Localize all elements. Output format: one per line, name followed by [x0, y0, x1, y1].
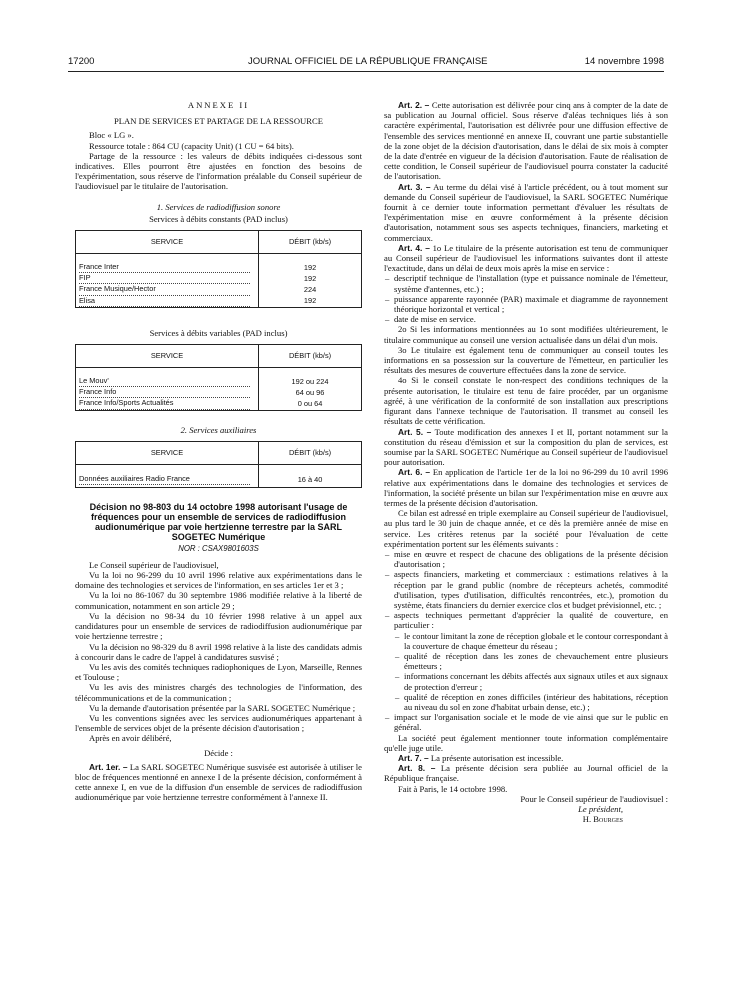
article-6-list [384, 549, 668, 631]
article-6-sublist [384, 631, 668, 713]
list-item: – date de mise en service. [394, 314, 668, 324]
article-label: Art. 5. – [398, 426, 432, 437]
list-item: – impact sur l'organisation sociale et le mode de vie ainsi que sur le public en général. [394, 712, 668, 732]
right-column [384, 100, 668, 824]
list-item: – mise en œuvre et respect de chacune des obligations de la présente décision d'autorisation ; [394, 549, 668, 569]
article-label: Art. 2. – [398, 100, 430, 110]
col-service-header: SERVICE [76, 345, 259, 368]
article-label: Art. 4. – [398, 242, 430, 253]
header-rule [68, 71, 664, 72]
list-item: – informations concernant les débits affectés aux signaux utiles et aux signaux de protection d'erreur ; [404, 671, 668, 691]
decide: Décide : [204, 747, 233, 758]
article-label: Art. 7. – [398, 753, 429, 763]
table-row: Données auxiliaires Radio France 16 à 40 [76, 473, 362, 488]
article-text: Toute modification des annexes I et II, portant notamment sur la constitution du réseau d'émission et sur la composition du plan de services, est soumise par la SARL SOGETEC Numérique au Conseil supérieur de l'audiovisuel pour autorisation. [384, 426, 668, 468]
paragraph: Ce bilan est adressé en triple exemplaire au Conseil supérieur de l'audiovisuel, au plus tard le 30 juin de chaque année, et ce dès la première année de mise en service. Les critères retenus par la société pour l'évaluation de cette expérimentation portent sur les éléments suivants : [384, 508, 668, 549]
decision-title: Décision no 98-803 du 14 octobre 1998 autorisant l'usage de fréquences pour un ensemble de services de radiodiffusion audionumérique par voie hertzienne terrestre par la SARL SOGETEC Numérique [89, 501, 348, 543]
left-column [75, 100, 362, 803]
nor-code: NOR : CSAX9801603S [178, 543, 259, 553]
paragraph: 3o Le titulaire est également tenu de communiquer au conseil toutes les informations en sa possession sur la couverture de l'émetteur, en particulier les résultats des mesures de couverture effectuées dans la zone de service. [384, 344, 668, 376]
list-item: – descriptif technique de l'installation (type et puissance nominale de l'émetteur, système d'antennes, etc.) ; [394, 273, 668, 293]
article-text: Au terme du délai visé à l'article précédent, ou à tout moment sur demande du Conseil supérieur de l'audiovisuel, la SARL SOGETEC Numérique fournit à ce dernier toute information permettant d'évaluer les résultats de l'expérimentation mise en œuvre conformément à la présente décision d'autorisation, notamment sous ses aspects techniques, financiers, marketing et commerciaux. [384, 181, 668, 243]
signature-line-3: H. Bourges [582, 814, 623, 825]
article-text: La SARL SOGETEC Numérique susvisée est autorisée à utiliser le bloc de fréquences mentionné en annexe I de la présente décision, conformément à cette annexe I, en vue de la diffusion d'un ensemble de services de radiodiffusion audionumérique par voie hertzienne terrestre conformément à l'annexe II. [75, 761, 362, 803]
intro: Le Conseil supérieur de l'audiovisuel, [89, 559, 219, 570]
signature-line-2: Le président, [578, 804, 623, 815]
article-7 [384, 753, 668, 763]
table-auxiliary [75, 441, 362, 488]
table-row: France Musique/Hector 224 [76, 284, 362, 295]
signature-line-1: Pour le Conseil supérieur de l'audiovisuel : [520, 793, 668, 804]
section-2-title: 2. Services auxiliaires [180, 424, 257, 435]
article-4 [384, 243, 668, 274]
vu-item: Vu les avis des comités techniques radiophoniques de Lyon, Marseille, Rennes et Toulouse ; [75, 661, 362, 683]
article-2 [384, 100, 668, 182]
page-number: 17200 [68, 56, 95, 67]
list-item: – aspects techniques permettant d'apprécier la qualité de couverture, en particulier : [394, 610, 668, 630]
article-label: Art. 6. – [398, 467, 431, 478]
col-debit-header: DÉBIT (kb/s) [259, 441, 362, 464]
article-text: La présente autorisation est incessible. [430, 753, 564, 763]
vu-item: Vu la décision no 98-329 du 8 avril 1998 relative à la liste des candidats admis à concourir dans le cadre de l'appel à candidatures susvisé ; [75, 641, 362, 662]
list-item: – le contour limitant la zone de réception globale et le contour correspondant à la couverture de chaque émetteur du réseau ; [404, 631, 668, 651]
table-row: France Info/Sports Actualités 0 ou 64 [76, 398, 362, 410]
annexe-subtitle: PLAN DE SERVICES ET PARTAGE DE LA RESSOURCE [114, 116, 323, 127]
table-constant-rates [75, 230, 362, 308]
vu-item: Après en avoir délibéré, [89, 733, 172, 744]
partage: Partage de la ressource : les valeurs de débits indiquées ci-dessous sont indicatives. Elles pourront être ajustées en fonction des besoins de l'expérimentation, sous réserve de l'information préalable du Conseil supérieur de l'audiovisuel par le titulaire de l'autorisation. [75, 150, 362, 192]
col-debit-header: DÉBIT (kb/s) [259, 345, 362, 368]
article-6 [384, 467, 668, 508]
col-debit-header: DÉBIT (kb/s) [259, 231, 362, 254]
table-variable-rates [75, 344, 362, 411]
article-label: Art. 8. – [398, 763, 436, 774]
article-1 [75, 762, 362, 803]
fait-a-paris: Fait à Paris, le 14 octobre 1998. [398, 783, 508, 794]
list-item: – qualité de réception en zones difficiles (intérieur des habitations, réception au niveau du sol en zone d'habitat urbain dense, etc.) ; [404, 692, 668, 712]
table-row: France Info 64 ou 96 [76, 387, 362, 398]
table-row: FIP 192 [76, 273, 362, 284]
issue-date: 14 novembre 1998 [584, 56, 664, 67]
vu-item: Vu la loi no 96-299 du 10 avril 1996 relative aux expérimentations dans le domaine des technologies et services de l'information, en ses articles 1er et 3 ; [75, 570, 362, 591]
list-item: – aspects financiers, marketing et commerciaux : estimations relatives à la réception par le grand public (nombre de récepteurs achetés, commodité d'utilisation, types d'utilisation, difficultés rencontrées, etc.), promotion du système, états financiers du dernier exercice clos et budget prévisionnel, etc. ; [394, 569, 668, 610]
article-6-list-end [384, 712, 668, 732]
bloc: Bloc « LG ». [89, 130, 134, 141]
page-header [68, 56, 664, 70]
col-service-header: SERVICE [76, 231, 259, 254]
col-service-header: SERVICE [76, 441, 259, 464]
list-item: – qualité de réception dans les zones de chevauchement entre plusieurs émetteurs ; [404, 651, 668, 671]
paragraph: 4o Si le conseil constate le non-respect des conditions techniques de la présente autorisation, le titulaire est tenu de faire procéder, par un organisme agréé, à une vérification de la conformité de son installation aux prescriptions figurant dans l'annexe technique de l'autorisation. Il transmet au conseil les résultats de cette vérification. [384, 375, 668, 427]
article-8 [384, 763, 668, 783]
paragraph: 2o Si les informations mentionnées au 1o sont modifiées ultérieurement, le titulaire communique au conseil une version actualisée dans un délai d'un mois. [384, 324, 668, 345]
table-row: Elisa 192 [76, 296, 362, 308]
journal-title: JOURNAL OFFICIEL DE LA RÉPUBLIQUE FRANÇAISE [248, 56, 488, 67]
vu-item: Vu les avis des ministres chargés des technologies de l'information, des télécommunications et de la communication ; [75, 682, 362, 703]
section-1b-title: Services à débits variables (PAD inclus) [149, 327, 288, 338]
article-text: En application de l'article 1er de la loi no 96-299 du 10 avril 1996 relative aux expérimentations dans le domaine des technologies et services de l'information, la société présente un bilan sur l'expérimentation mise en œuvre aux termes de la présente décision d'autorisation. [384, 467, 668, 508]
section-1-title: 1. Services de radiodiffusion sonore [156, 201, 281, 212]
article-3 [384, 182, 668, 243]
table-row: Le Mouv' 192 ou 224 [76, 376, 362, 387]
article-label: Art. 3. – [398, 181, 431, 192]
article-text: Cette autorisation est délivrée pour cinq ans à compter de la date de sa publication au Journal officiel. Sous réserve d'aléas techniques liés à son caractère expérimental, l'autorisation est délivrée pour une diffusion effective de l'ensemble des services mentionné en annexe II, couvrant une partie substantielle de la zone objet de la décision d'autorisation, dans le délai de six mois à compter de la date d'entrée en vigueur de la décision d'autorisation. Faute de réalisation de cette condition, le Conseil supérieur de l'audiovisuel pourra constater la caducité de l'autorisation. [384, 100, 668, 182]
article-text: La présente décision sera publiée au Journal officiel de la République française. [384, 763, 668, 784]
article-4-list [384, 273, 668, 324]
vu-item: Vu la loi no 86-1067 du 30 septembre 1986 modifiée relative à la liberté de communication, notamment en son article 29 ; [75, 590, 362, 611]
vu-item: Vu la demande d'autorisation présentée par la SARL SOGETEC Numérique ; [89, 702, 356, 713]
annexe-heading: ANNEXE II [187, 100, 250, 110]
vu-item: Vu la décision no 98-34 du 10 février 1998 relative à un appel aux candidatures pour un ensemble de services de radiodiffusion audionumérique par voie hertzienne terrestre ; [75, 610, 362, 642]
article-label: Art. 1er. – [89, 761, 128, 772]
section-1a-title: Services à débits constants (PAD inclus) [149, 213, 288, 224]
vu-item: Vu les conventions signées avec les services audionumériques appartenant à l'ensemble de services objet de la présente décision d'autorisation ; [75, 712, 362, 734]
ressource: Ressource totale : 864 CU (capacity Unit) (1 CU = 64 bits). [89, 140, 294, 151]
article-5 [384, 427, 668, 468]
table-row: France Inter 192 [76, 262, 362, 273]
list-item: – puissance apparente rayonnée (PAR) maximale et diagramme de rayonnement théorique horizontal et vertical ; [394, 294, 668, 314]
paragraph: La société peut également mentionner toute information complémentaire qu'elle juge utile. [384, 732, 668, 753]
article-text: 1o Le titulaire de la présente autorisation est tenu de communiquer au Conseil supérieur de l'audiovisuel les informations suivantes dont il atteste l'exactitude, dans un délai de deux mois après la mise en service : [384, 242, 668, 274]
